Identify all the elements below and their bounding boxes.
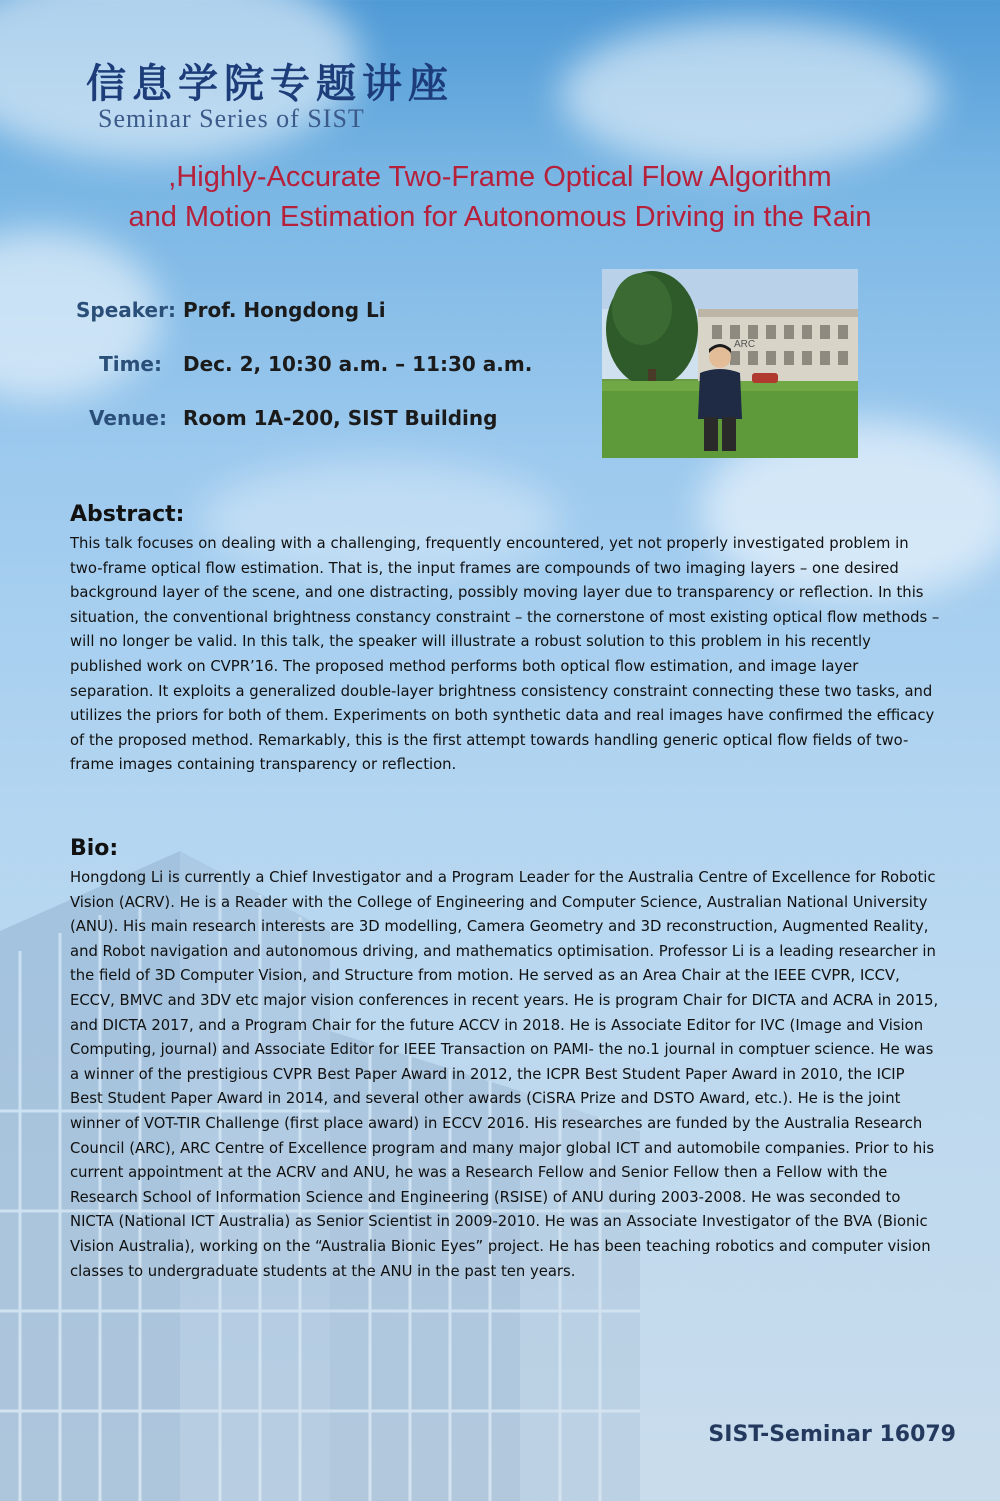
speaker-photo [602,269,858,458]
abstract-heading: Abstract: [70,502,185,527]
building-sign: ARC [734,339,756,350]
seminar-number: SIST-Seminar 16079 [708,1422,956,1447]
talk-title-line-1: ,Highly-Accurate Two-Frame Optical Flow Algorithm [168,161,832,193]
bio-heading: Bio: [70,836,119,861]
talk-title-line-2: and Motion Estimation for Autonomous Driving in the Rain [128,201,872,233]
bio-text: Hongdong Li is currently a Chief Investigator and a Program Leader for the Australia Centre of Excellence for Robotic Vision (ACRV). He is a Reader with the College of Engineering and Computer Science, Australian National University (ANU). His main research interests are 3D modelling, Camera Geometry and 3D reconstruction, Augmented Reality, and Robot navigation and autonomous driving, and mathematics optimisation. Professor Li is a leading researcher in the field of 3D Computer Vision, and Structure from motion. He served as an Area Chair at the IEEE CVPR, ICCV, ECCV, BMVC and 3DV etc major vision conferences in recent years. He is program Chair for DICTA and ACRA in 2015, and DICTA 2017, and a Program Chair for the future ACCV in 2018. He is Associate Editor for IVC (Image and Vision Computing, journal) and Associate Editor for IEEE Transaction on PAMI- the no.1 journal in comptuer science. He was a winner of the prestigious CVPR Best Paper Award in 2012, the ICPR Best Student Paper Award in 2010, the ICIP Best Student Paper Award in 2014, and several other awards (CiSRA Prize and DSTO Award, etc.). He is the joint winner of VOT-TIR Challenge (first place award) in ECCV 2016. His researches are funded by the Australia Research Council (ARC), ARC Centre of Excellence program and many major global ICT and automobile companies. Prior to his current appointment at the ACRV and ANU, he was a Research Fellow and Senior Fellow then a Fellow with the Research School of Information Science and Engineering (RSISE) of ANU during 2003-2008. He was seconded to NICTA (National ICT Australia) as Senior Scientist in 2009-2010. He was an Associate Investigator of the BVA (Bionic Vision Australia), working on the “Australia Bionic Eyes” project. He has been teaching robotics and computer vision classes to undergraduate students at the ANU in the past ten years. [70,869,939,1280]
speaker-label: Speaker: [76,298,176,322]
time-value: Dec. 2, 10:30 a.m. – 11:30 a.m. [183,352,533,376]
speaker-value: Prof. Hongdong Li [183,298,386,322]
abstract-text: This talk focuses on dealing with a challenging, frequently encountered, yet not properly investigated problem in two-frame optical flow estimation. That is, the input frames are compounds of two imaging layers – one desired background layer of the scene, and one distracting, possibly moving layer due to transparency or reflection. In this situation, the conventional brightness constancy constraint – the cornerstone of most existing optical flow methods – will no longer be valid. In this talk, the speaker will illustrate a robust solution to this problem in his recently published work on CVPR’16. The proposed method performs both optical flow estimation, and image layer separation. It exploits a generalized double-layer brightness consistency constraint connecting these two tasks, and utilizes the priors for both of them. Experiments on both synthetic data and real images have confirmed the efficacy of the proposed method. Remarkably, this is the first attempt towards handling generic optical flow fields of two-frame images containing transparency or reflection. [70,535,940,774]
cloud-decoration [560,20,940,170]
venue-value: Room 1A-200, SIST Building [183,406,498,430]
seminar-logo-chinese: 信息学院专题讲座 [86,60,454,107]
venue-label: Venue: [89,406,167,430]
time-label: Time: [99,352,162,376]
seminar-logo-english: Seminar Series of SIST [98,104,365,133]
